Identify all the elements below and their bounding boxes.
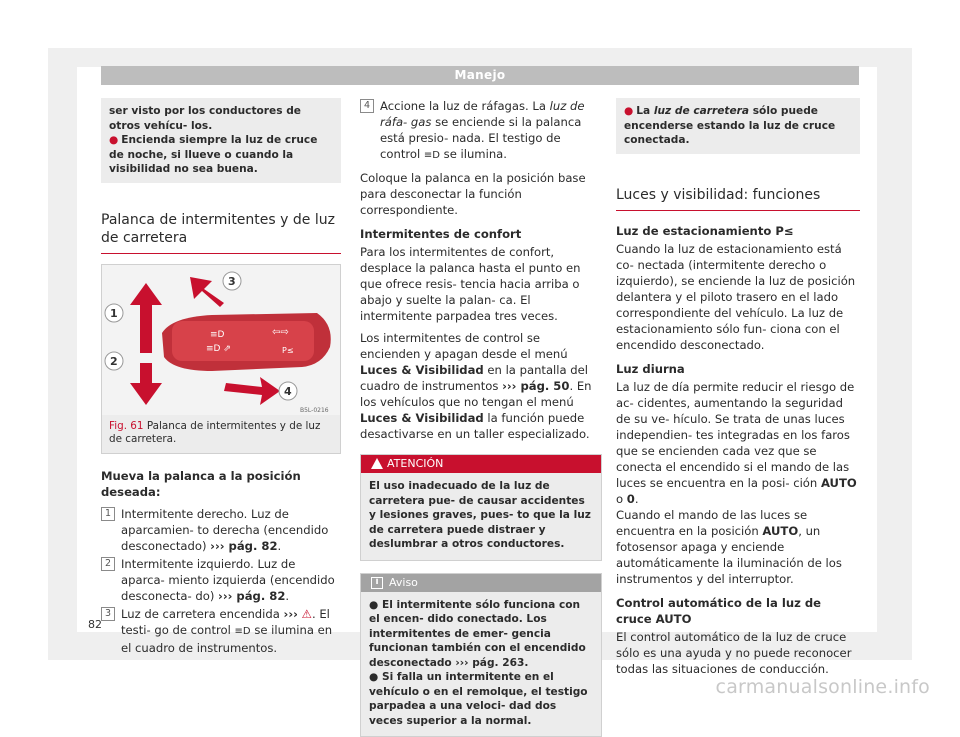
text: Si falla un intermitente en el vehículo o en el remolque, el testigo parpadea a una veloci- dad dos veces superior a la normal. [369,671,588,727]
step-1 [101,506,341,554]
text: Control automático de la luz de cruce [616,596,821,626]
text: , un fotosensor apaga y enciende automáticamente la iluminación de los instrumentos y del interruptor. [616,524,842,586]
page-link[interactable]: ››› pág. 50 [502,379,569,393]
page-link[interactable]: ››› pág. 82 [210,539,277,553]
text-italic: luz de carretera [654,105,749,117]
step-end: . [285,589,289,603]
text: la función puede desactivarse en un taller especializado. [360,411,590,441]
figure-caption-text: Palanca de intermitentes y de luz de carretera. [109,420,320,445]
paragraph-estacionamiento: Cuando la luz de estacionamiento está co- nectada (intermitente derecho o izquierdo), se enciende la luz de posición delantera y el piloto trasero en el lado correspondiente del vehículo. La luz de estacionamiento sólo fun- ciona con el encendido desconectado. [616,241,860,353]
text: . [635,492,639,506]
warning-triangle-icon: ⚠ [302,607,312,621]
step-number: 4 [360,99,374,113]
step-text-c: se ilumina. [444,147,507,161]
figure-code: B5L-0216 [300,407,329,414]
step-text-c: se ilumina en el cuadro de instrumentos. [121,623,332,655]
chapter-header: Manejo [101,66,859,85]
step-end: . [278,539,282,553]
aviso-bullet-1 [369,598,593,671]
step-4 [360,98,602,164]
page-link[interactable]: ››› pág. 263 [455,657,524,669]
paragraph-control: El control automático de la luz de cruce sólo es una ayuda y no puede reconocer todas las situaciones de conducción. [616,629,860,677]
parking-light-icon: P≤ [775,224,793,238]
paragraph-base-position: Coloque la palanca en la posición base para desconectar la función correspondiente. [360,170,602,218]
step-number: 1 [101,507,115,521]
text: . En los vehículos que no tengan el menú [360,379,592,409]
warning-header [361,455,601,473]
text: Luz de estacionamiento [616,224,771,238]
instruction: Mueva la palanca a la posición deseada: [101,468,341,500]
paragraph-menu [360,330,602,442]
text: La luz de día permite reducir el riesgo de ac- cidentes, aumentando la seguridad de su ve- hículo. Se trata de unas luces independien- tes integradas en los faros que se encienden cada vez que se conecta el encendido si el mando de las luces se encuentra en la posi- ción [616,380,854,490]
warning-title: ATENCIÓN [387,457,443,470]
note-bullet [109,133,333,177]
step-text-b: . El testi- go de control [121,607,330,637]
subhead-control [616,595,860,627]
svg-text:P≤: P≤ [282,346,294,355]
step-text: Intermitente derecho. Luz de aparcamien- to derecha (encendido desconectado) [121,507,328,553]
text: en la pantalla del cuadro de instrumentos [360,363,588,393]
auto-symbol: AUTO [762,524,798,538]
section-title-palanca: Palanca de intermitentes y de luz de carretera [101,211,341,254]
figure-caption [102,415,340,453]
high-beam-icon: ≡D [235,624,251,640]
step-text: Accione la luz de ráfagas. La [380,99,546,113]
auto-symbol: AUTO [821,476,857,490]
svg-text:⇦⇨: ⇦⇨ [272,327,289,338]
column-1 [101,98,341,658]
column-2 [360,98,602,737]
text: Cuando el mando de las luces se encuentra en la posición [616,508,807,538]
note-box [616,98,860,154]
aviso-body [361,592,601,737]
label-1: 1 [110,307,118,320]
aviso-header [361,574,601,592]
text: Los intermitentes de control se encienden y apagan desde el menú [360,331,568,361]
step-number: 3 [101,607,115,621]
section-title-luces: Luces y visibilidad: funciones [616,186,860,211]
page-number: 82 [88,618,102,631]
aviso-title: Aviso [389,576,418,589]
label-2: 2 [110,355,118,368]
menu-name: Luces & Visibilidad [360,411,484,425]
step-text: Luz de carretera encendida [121,607,280,621]
text: sólo puede encenderse estando la luz de cruce conectada. [624,105,835,146]
svg-text:≡D ⇗: ≡D ⇗ [206,344,231,354]
label-3: 3 [228,275,236,288]
paragraph-diurna [616,379,860,507]
page-link[interactable]: ››› pág. 82 [218,589,285,603]
aviso-box [360,573,602,737]
note-line: ser visto por los conductores de otros vehícu- los. [109,104,333,133]
step-3 [101,606,341,656]
bullet-icon: ● [109,134,118,146]
step-number: 2 [101,557,115,571]
column-3 [616,98,860,677]
lever-illustration [102,265,340,415]
paragraph-auto [616,507,860,587]
note-box-continued [101,98,341,183]
text: . [524,657,528,669]
high-beam-icon: ≡D [424,148,440,164]
subhead-confort: Intermitentes de confort [360,226,602,242]
text: El intermitente sólo funciona con el encen- dido conectado. Los intermitentes de emer- gencia funcionan también con el encendido desconectado [369,599,586,669]
note-bullet-text: Encienda siempre la luz de cruce de noche, si llueve o cuando la visibilidad no sea buena. [109,134,317,175]
step-text: Intermitente izquierdo. Luz de aparca- miento izquierda (encendido desconecta- do) [121,557,335,603]
figure-number: Fig. 61 [109,420,144,432]
figure-61 [101,264,341,454]
subhead-estacionamiento [616,223,860,239]
menu-name: Luces & Visibilidad [360,363,484,377]
info-icon: i [371,577,383,589]
text: o [616,492,623,506]
bullet-icon: ● [624,105,633,117]
paragraph-confort: Para los intermitentes de confort, desplace la palanca hasta el punto en que ofrece resis- tencia hacia arriba o abajo y suelte la palan- ca. El intermitente parpadea tres veces. [360,244,602,324]
step-italic: luz de ráfa- gas [380,99,585,129]
auto-symbol: AUTO [656,612,692,626]
warning-box [360,454,602,561]
subhead-diurna: Luz diurna [616,361,860,377]
label-4: 4 [284,385,292,398]
zero-symbol: 0 [627,492,635,506]
step-text-b: se enciende si la palanca está presio- nada. El testigo de control [380,115,581,161]
bullet-icon: ● [369,599,378,611]
svg-text:≡D: ≡D [210,330,225,340]
warning-link[interactable]: ››› [284,607,298,621]
text: La [636,105,650,117]
warning-icon [371,458,383,469]
bullet-icon: ● [369,671,378,683]
watermark: carmanualsonline.info [0,676,930,698]
warning-body: El uso inadecuado de la luz de carretera pue- de causar accidentes y lesiones graves, pues- to que la luz de carretera puede distraer y deslumbrar a otros conductores. [361,473,601,560]
step-2 [101,556,341,604]
